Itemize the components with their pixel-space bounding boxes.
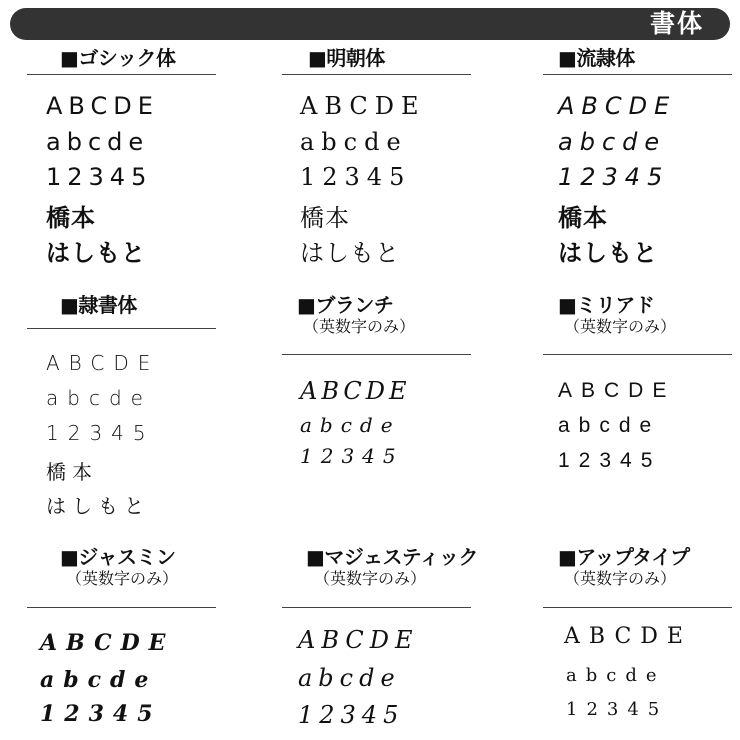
sample-digits: 12345 bbox=[566, 699, 669, 720]
font-title: ■ジャスミン bbox=[60, 545, 176, 569]
font-section-ryureitai bbox=[558, 46, 635, 70]
sample-lower: abcde bbox=[300, 413, 401, 437]
font-section-myriad bbox=[558, 293, 676, 337]
font-title: ■ミリアド bbox=[558, 293, 655, 317]
sample-digits: 12345 bbox=[558, 449, 662, 472]
sample-digits: 12345 bbox=[558, 163, 670, 191]
sample-lower: abcde bbox=[46, 128, 150, 156]
font-subtitle: （英数字のみ） bbox=[303, 317, 416, 336]
sample-kanji: 橋本 bbox=[46, 204, 96, 232]
font-title: ■ゴシック体 bbox=[60, 46, 176, 70]
font-title: ■流隷体 bbox=[558, 46, 635, 70]
sample-lower: abcde bbox=[40, 667, 158, 693]
sample-upper: ABCDE bbox=[46, 92, 159, 120]
font-subtitle: （英数字のみ） bbox=[564, 569, 677, 588]
sample-kana: はしもと bbox=[558, 239, 658, 267]
page-title: 書体 bbox=[649, 9, 704, 38]
divider bbox=[282, 607, 471, 608]
font-title: ■マジェスティック bbox=[306, 545, 478, 569]
sample-kanji: 橋本 bbox=[558, 204, 608, 232]
sample-upper: ABCDE bbox=[558, 379, 676, 402]
font-section-mincho bbox=[308, 46, 385, 70]
font-section-gothic bbox=[60, 46, 176, 70]
sample-kanji: 橋本 bbox=[46, 460, 98, 484]
font-title: ■アップタイプ bbox=[558, 545, 690, 569]
divider bbox=[282, 354, 471, 355]
sample-upper: ABCDE bbox=[564, 624, 692, 649]
font-section-jasmine bbox=[60, 545, 178, 589]
font-title: ■明朝体 bbox=[308, 46, 385, 70]
divider bbox=[27, 74, 216, 75]
sample-upper: ABCDE bbox=[40, 630, 175, 656]
sample-upper: ABCDE bbox=[46, 351, 160, 375]
font-subtitle: （英数字のみ） bbox=[564, 317, 677, 336]
sample-lower: abcde bbox=[300, 128, 408, 156]
font-title: ■隷書体 bbox=[60, 293, 137, 317]
font-section-reishotai bbox=[60, 293, 137, 317]
sample-kana: はしもと bbox=[46, 494, 150, 518]
divider bbox=[543, 74, 732, 75]
sample-upper: ABCDE bbox=[300, 92, 426, 120]
sample-digits: 12345 bbox=[300, 444, 404, 468]
divider bbox=[543, 607, 732, 608]
sample-digits: 12345 bbox=[40, 701, 162, 727]
sample-kanji: 橋本 bbox=[300, 204, 350, 232]
header-bar bbox=[10, 8, 730, 40]
sample-lower: abcde bbox=[558, 414, 661, 437]
font-title: ■ブランチ bbox=[297, 293, 394, 317]
divider bbox=[282, 74, 471, 75]
sample-kana: はしもと bbox=[46, 239, 146, 267]
sample-lower: abcde bbox=[298, 664, 401, 692]
font-section-branch bbox=[297, 293, 415, 337]
divider bbox=[27, 607, 216, 608]
divider bbox=[27, 328, 216, 329]
divider bbox=[543, 354, 732, 355]
sample-lower: abcde bbox=[46, 386, 152, 410]
sample-digits: 12345 bbox=[46, 163, 153, 191]
sample-lower: abcde bbox=[566, 665, 666, 686]
sample-upper: ABCDE bbox=[558, 92, 677, 120]
sample-lower: abcde bbox=[558, 128, 667, 156]
font-section-uptype bbox=[558, 545, 690, 589]
sample-digits: 12345 bbox=[300, 163, 412, 191]
font-section-majestic bbox=[306, 545, 478, 589]
sample-upper: ABCDE bbox=[298, 626, 419, 654]
font-subtitle: （英数字のみ） bbox=[314, 569, 427, 588]
sample-digits: 12345 bbox=[298, 701, 405, 729]
sample-upper: ABCDE bbox=[300, 377, 411, 405]
sample-digits: 12345 bbox=[46, 421, 155, 445]
font-subtitle: （英数字のみ） bbox=[66, 569, 179, 588]
sample-kana: はしもと bbox=[300, 239, 400, 267]
